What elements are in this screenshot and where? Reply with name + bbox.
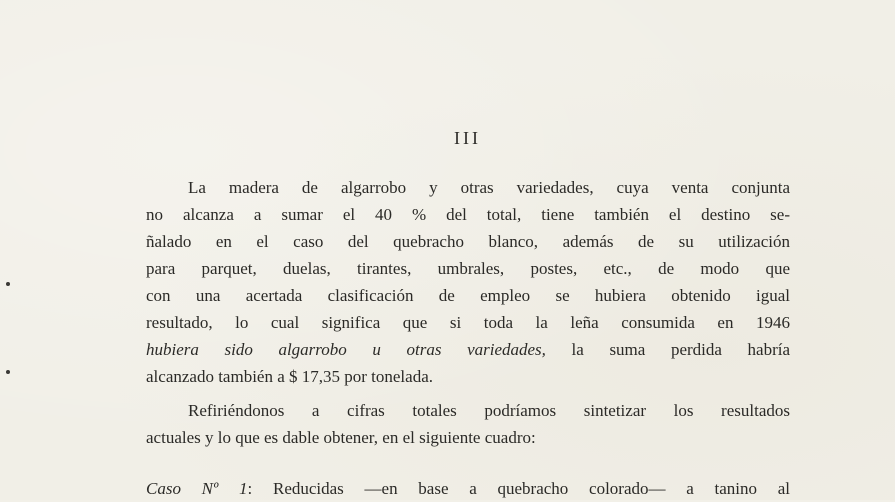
- paragraph-1: [146, 174, 790, 390]
- text-segment: la suma perdida habría: [545, 340, 791, 359]
- margin-mark: [6, 370, 10, 374]
- paragraph-2: [146, 397, 790, 451]
- text-segment: : Reducidas —en base a quebracho colorado— a tanino al: [247, 479, 790, 498]
- margin-mark: [6, 282, 10, 286]
- text-line: ñalado en el caso del quebracho blanco, además de su utilización: [146, 232, 790, 251]
- text-line: para parquet, duelas, tirantes, umbrales, postes, etc., de modo que: [146, 259, 790, 278]
- text-line: [146, 475, 790, 502]
- text-line: alcanzado también a $ 17,35 por tonelada.: [146, 367, 433, 386]
- italic-phrase: hubiera sido algarrobo u otras variedades,: [146, 340, 546, 359]
- text-line: actuales y lo que es dable obtener, en el siguiente cuadro:: [146, 428, 536, 447]
- text-line: [146, 336, 790, 363]
- text-line: resultado, lo cual significa que si toda la leña consumida en 1946: [146, 313, 790, 332]
- text-line: no alcanza a sumar el 40 % del total, tiene también el destino se-: [146, 205, 790, 224]
- text-line: con una acertada clasificación de empleo se hubiera obtenido igual: [146, 286, 790, 305]
- case-label: Caso Nº 1: [146, 479, 248, 498]
- section-heading: III: [454, 128, 481, 148]
- paragraph-3: [146, 475, 790, 502]
- text-line: La madera de algarrobo y otras variedades, cuya venta conjunta: [188, 178, 790, 197]
- text-line: Refiriéndonos a cifras totales podríamos sintetizar los resultados: [188, 401, 790, 420]
